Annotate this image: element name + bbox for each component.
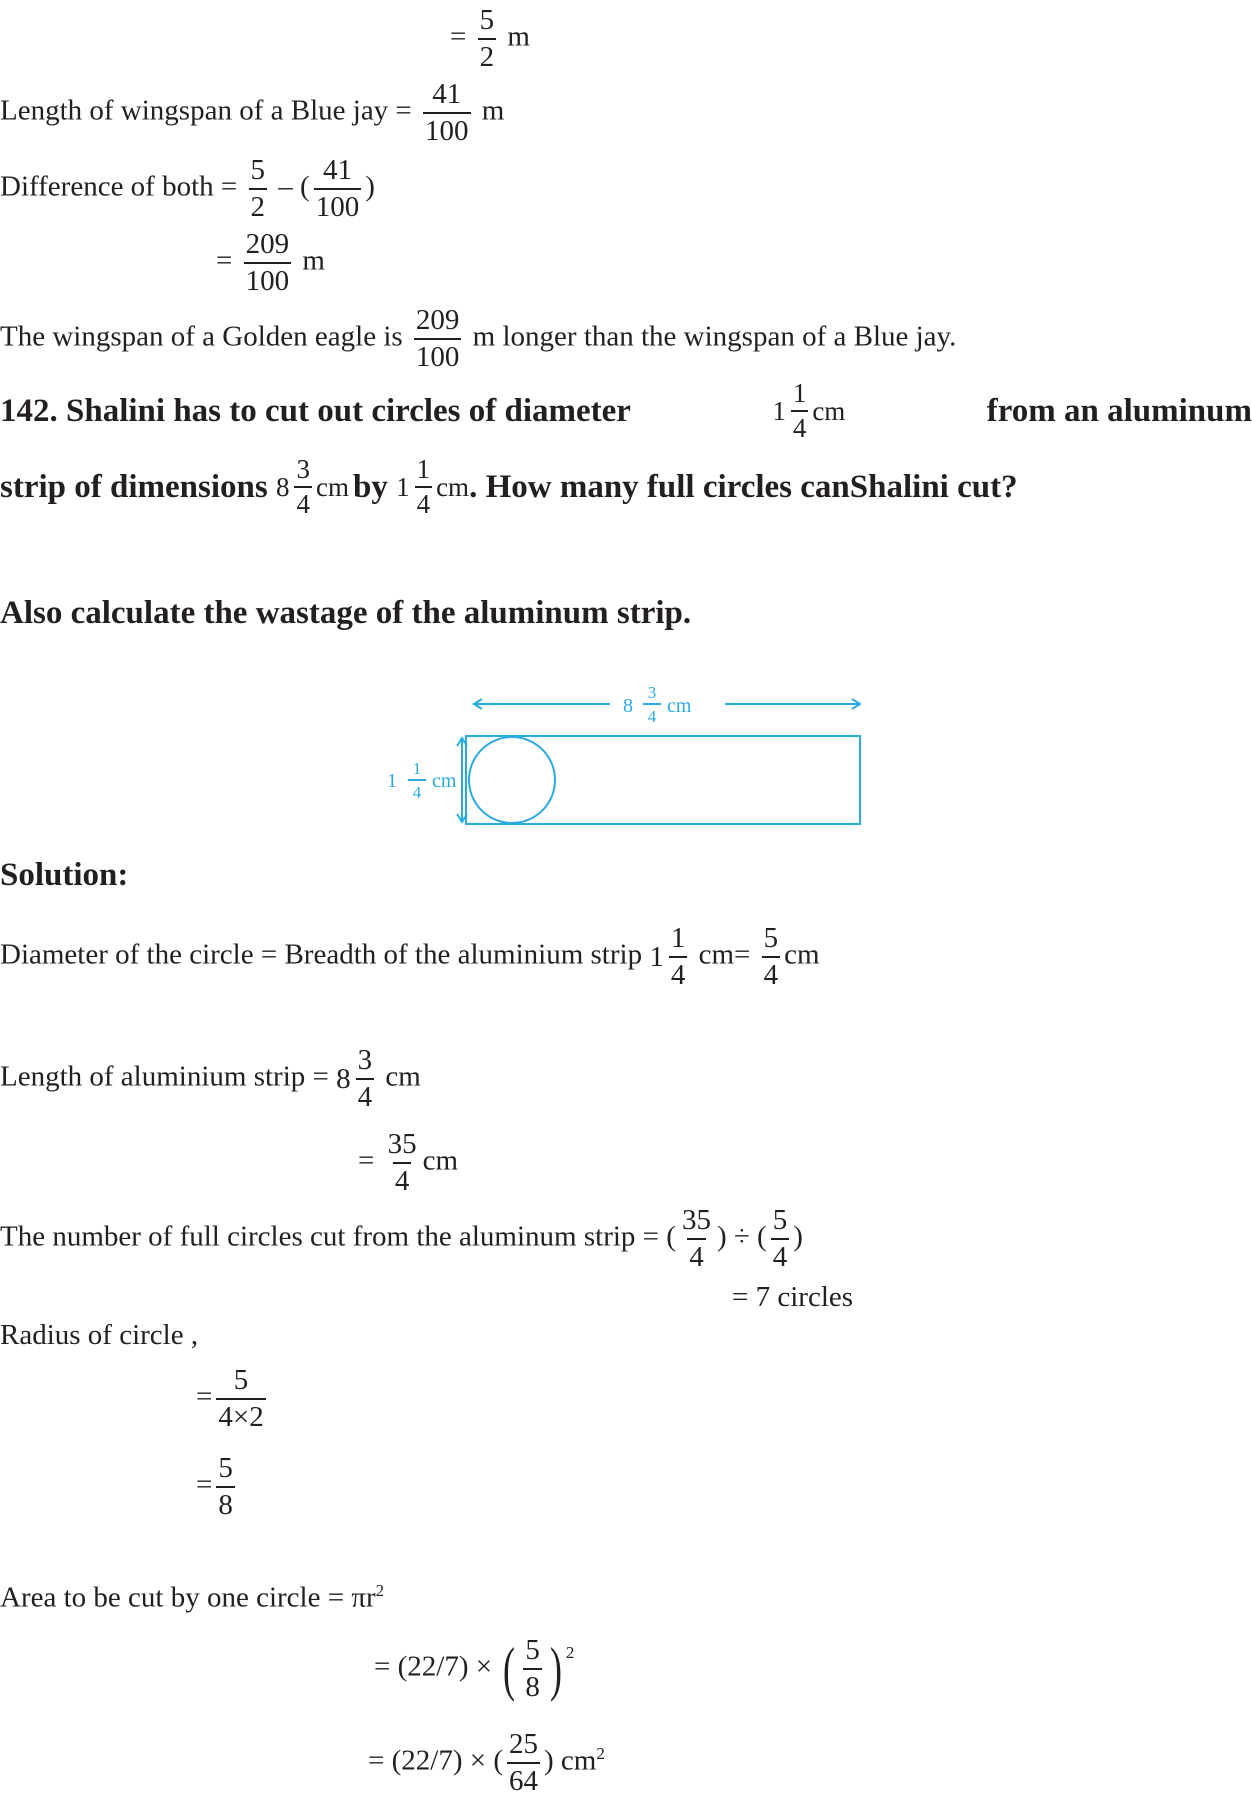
whole: 8 [275, 472, 290, 502]
label: Diameter of the circle = Breadth of the aluminium strip [0, 938, 643, 971]
text: The wingspan of a Golden eagle is [0, 320, 403, 353]
difference-result-line [216, 230, 325, 296]
mixed-fraction [276, 456, 349, 518]
circle-count-result: = 7 circles [732, 1281, 854, 1313]
mixed-fraction [649, 924, 691, 990]
unit: m [302, 244, 325, 277]
label: Difference of both = [0, 170, 238, 203]
denominator: 4 [356, 1078, 375, 1112]
mixed-fraction [396, 456, 469, 518]
numerator: 5 [763, 922, 779, 954]
numerator: 3 [296, 454, 310, 484]
area-line [0, 1574, 384, 1615]
unit: m [481, 94, 505, 127]
question-text: Shalini has to cut out circles of diameter [66, 393, 631, 429]
denominator: 2 [478, 38, 497, 72]
numerator: 25 [509, 1728, 538, 1760]
fraction [762, 924, 781, 990]
denominator: 4 [762, 956, 781, 990]
exponent: 2 [375, 1581, 385, 1600]
fraction [356, 1046, 375, 1112]
denominator: 100 [414, 338, 462, 372]
fraction [523, 1636, 542, 1702]
numerator: 35 [681, 1204, 711, 1236]
numerator: 1 [792, 378, 807, 408]
question-text: from an aluminum [986, 393, 1252, 429]
paren: ) [716, 1220, 727, 1253]
fraction [415, 456, 433, 518]
question-line-2 [0, 456, 1252, 518]
eq-line-5-over-2 [450, 6, 530, 72]
question-text: by [352, 469, 388, 505]
exponent: 2 [565, 1643, 575, 1662]
strip-figure [370, 668, 870, 838]
question-text: strip of dimensions [0, 469, 268, 505]
question-number: 142. [0, 393, 58, 429]
strip-length-result [358, 1130, 458, 1196]
unit: cm [315, 472, 349, 502]
text: ) cm [544, 1744, 597, 1777]
numerator: 5 [479, 4, 495, 36]
minus-sign: – [278, 170, 293, 203]
question-text: . How many full circles canShalini cut? [469, 469, 1018, 505]
label: Area to be cut by one circle = πr [0, 1581, 376, 1614]
aluminum-strip-diagram [370, 668, 870, 843]
question-line-1 [0, 380, 1252, 442]
numerator: 1 [670, 922, 686, 954]
conclusion-line [0, 306, 956, 372]
denominator: 4 [687, 1238, 706, 1272]
numerator: 5 [772, 1204, 788, 1236]
unit: m [507, 20, 530, 53]
paren: ) [793, 1220, 803, 1253]
text: = (22/7) × [374, 1650, 493, 1683]
numerator: 41 [322, 154, 352, 186]
equals-sign: = [196, 1468, 213, 1501]
divide-sign: ÷ [733, 1220, 750, 1253]
whole: 1 [649, 941, 664, 973]
fraction [791, 380, 809, 442]
fraction [314, 156, 362, 222]
paren: ( [300, 170, 310, 203]
numerator: 5 [218, 1452, 233, 1484]
mixed-fraction [772, 380, 845, 442]
radius-step-2 [196, 1454, 239, 1520]
length-num: 3 [647, 683, 657, 702]
difference-line [0, 156, 375, 222]
equals-sign: = [216, 244, 233, 277]
area-step-1 [374, 1636, 574, 1702]
denominator: 8 [216, 1486, 235, 1520]
denominator: 4 [669, 956, 688, 990]
unit: cm [784, 938, 820, 971]
label: Length of aluminium strip = [0, 1060, 329, 1093]
unit: cm [385, 1060, 421, 1093]
denominator: 4 [415, 486, 433, 518]
fraction [771, 1206, 790, 1272]
label: The number of full circles cut from the aluminum strip = [0, 1220, 660, 1253]
denominator: 4 [294, 486, 312, 518]
breadth-den: 4 [412, 783, 422, 802]
unit: cm= [698, 938, 751, 971]
numerator: 5 [233, 1364, 249, 1396]
fraction [216, 1454, 235, 1520]
text: m longer than the wingspan of a Blue jay. [472, 320, 957, 353]
denominator: 4 [791, 410, 809, 442]
equals-sign: = [358, 1144, 375, 1177]
denominator: 100 [423, 112, 471, 146]
diameter-line [0, 924, 820, 990]
paren: ) [549, 1636, 562, 1702]
paren: ) [365, 170, 375, 203]
radius-label: Radius of circle , [0, 1319, 199, 1351]
paren: ( [757, 1220, 767, 1253]
strip-length-line [0, 1046, 421, 1112]
solution-heading: Solution: [0, 857, 129, 893]
equals-sign: = [450, 20, 467, 53]
fraction [294, 456, 312, 518]
fraction [386, 1130, 419, 1196]
fraction [414, 306, 462, 372]
numerator: 35 [387, 1128, 417, 1160]
denominator: 100 [314, 188, 362, 222]
numerator: 209 [415, 304, 460, 336]
fraction [680, 1206, 713, 1272]
mixed-fraction [336, 1046, 378, 1112]
denominator: 8 [523, 1668, 542, 1702]
whole: 1 [396, 472, 410, 502]
circle-count-line [0, 1206, 803, 1272]
breadth-whole: 1 [387, 770, 397, 792]
numerator: 209 [245, 228, 290, 260]
fraction [244, 230, 292, 296]
numerator: 5 [525, 1634, 540, 1666]
fraction [507, 1730, 540, 1796]
question-line-3: Also calculate the wastage of the aluminum strip. [0, 595, 692, 631]
area-step-2 [368, 1730, 605, 1796]
radius-step-1 [196, 1366, 270, 1432]
question-number-and-text [0, 394, 631, 428]
numerator: 1 [416, 454, 431, 484]
label: Length of wingspan of a Blue jay = [0, 94, 412, 127]
numerator: 41 [432, 78, 462, 110]
length-whole: 8 [623, 695, 633, 717]
breadth-unit: cm [432, 770, 457, 792]
blue-jay-wingspan-line [0, 80, 504, 146]
denominator: 4 [771, 1238, 790, 1272]
exponent: 2 [596, 1744, 605, 1763]
numerator: 3 [357, 1044, 373, 1076]
fraction [423, 80, 471, 146]
denominator: 4 [393, 1162, 412, 1196]
fraction [669, 924, 688, 990]
denominator: 2 [249, 188, 268, 222]
length-den: 4 [647, 707, 657, 726]
breadth-num: 1 [412, 759, 422, 778]
denominator: 100 [244, 262, 292, 296]
text: = (22/7) × ( [368, 1744, 503, 1777]
fraction [478, 6, 497, 72]
fraction [216, 1366, 265, 1432]
unit: cm [422, 1144, 459, 1177]
unit: cm [436, 472, 470, 502]
denominator: 64 [507, 1762, 540, 1796]
paren: ( [666, 1220, 676, 1253]
equals-sign: = [196, 1380, 213, 1413]
denominator: 4×2 [216, 1398, 265, 1432]
paren: ( [503, 1636, 516, 1702]
whole: 8 [336, 1063, 351, 1095]
whole: 1 [772, 396, 786, 426]
length-unit: cm [667, 695, 692, 717]
numerator: 5 [250, 154, 266, 186]
fraction [249, 156, 268, 222]
unit: cm [812, 396, 846, 426]
